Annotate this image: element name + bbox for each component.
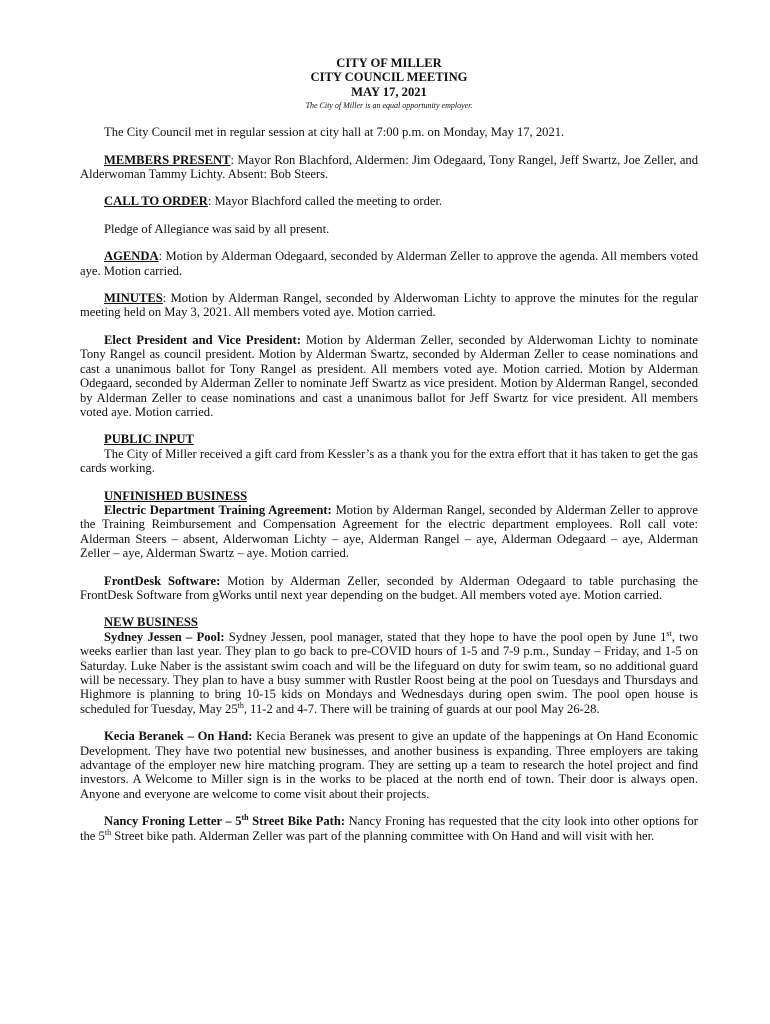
agenda-paragraph bbox=[80, 249, 698, 278]
pool-superscript-1: st bbox=[666, 628, 672, 638]
call-to-order-paragraph bbox=[80, 194, 698, 208]
pool-text-part-3: , 11-2 and 4-7. There will be training of guards at our pool May 26-28. bbox=[243, 701, 600, 716]
pool-text-part-1: Sydney Jessen, pool manager, stated that they hope to have the pool open by June 1 bbox=[224, 629, 667, 644]
nancy-label-superscript: th bbox=[241, 813, 249, 823]
electric-agreement-label: Electric Department Training Agreement: bbox=[104, 502, 332, 517]
meeting-date: MAY 17, 2021 bbox=[351, 84, 427, 99]
kecia-paragraph bbox=[80, 729, 698, 801]
new-business-heading: NEW BUSINESS bbox=[104, 615, 198, 630]
electric-agreement-text: Motion by Alderman Rangel, seconded by Alderman Zeller to approve the Training Reimbursement and Compensation Agreement for the electric department employees. Roll call vote: Alderman Steers – absent, Alderwoman Lichty – aye, Alderman Rangel – aye, Alderman Odegaard – aye, Alderman Zeller – aye, Alderman Swartz – aye. Motion carried. bbox=[80, 502, 698, 561]
pool-paragraph bbox=[80, 630, 698, 716]
pool-superscript-2: th bbox=[237, 700, 244, 710]
city-title: CITY OF MILLER bbox=[336, 56, 442, 70]
pool-text-part-2: , two weeks earlier than last year. They plan to go back to pre-COVID hours of 1-5 and 7-9 p.m., Sunday – Friday, and 1-5 on Saturday. Luke Naber is the assistant swim coach and will be the lifeguard on duty for swim team, so no additional guard will be necessary. They plan to have a busy summer with Rustler Roost being at the pool on Tuesdays and Thursdays and Highmore is planning to bring 10-15 kids on Mondays and Wednesdays during open swim. The pool open house is scheduled for Tuesday, May 25 bbox=[80, 629, 699, 716]
eeo-statement: The City of Miller is an equal opportunity employer. bbox=[305, 101, 473, 111]
pool-label: Sydney Jessen – Pool: bbox=[104, 629, 225, 644]
frontdesk-text: Motion by Alderman Zeller, seconded by Alderman Odegaard to table purchasing the FrontDesk Software from gWorks until next year depending on the budget. All members voted aye. Motion carried. bbox=[80, 573, 698, 602]
frontdesk-label: FrontDesk Software: bbox=[104, 573, 221, 588]
nancy-text-part-2: Street bike path. Alderman Zeller was part of the planning committee with On Hand and will visit with her. bbox=[111, 828, 655, 843]
nancy-paragraph bbox=[80, 814, 698, 843]
unfinished-business-heading: UNFINISHED BUSINESS bbox=[104, 488, 248, 503]
call-to-order-label: CALL TO ORDER bbox=[104, 194, 208, 209]
elect-officers-label: Elect President and Vice President: bbox=[104, 332, 301, 347]
nancy-label-part-2: Street Bike Path: bbox=[248, 814, 346, 829]
nancy-text-superscript: th bbox=[104, 827, 112, 837]
nancy-label bbox=[104, 814, 345, 828]
kecia-label: Kecia Beranek – On Hand: bbox=[104, 729, 253, 744]
members-present-label: MEMBERS PRESENT bbox=[104, 152, 231, 167]
minutes-text: : Motion by Alderman Rangel, seconded by Alderwoman Lichty to approve the minutes for the regular meeting held on May 3, 2021. All members voted aye. Motion carried. bbox=[80, 291, 698, 320]
pledge-paragraph: Pledge of Allegiance was said by all present. bbox=[104, 221, 330, 236]
elect-officers-paragraph bbox=[80, 333, 698, 419]
meeting-title: CITY COUNCIL MEETING bbox=[310, 70, 468, 85]
minutes-paragraph bbox=[80, 291, 698, 320]
agenda-label: AGENDA bbox=[104, 249, 159, 264]
electric-agreement-paragraph bbox=[80, 503, 698, 561]
kecia-text: Kecia Beranek was present to give an update of the happenings at On Hand Economic Development. They have two potential new businesses, and another business is expanding. Three employers are taking advantage of the employer new hire matching program. They are setting up a team to research the hotel project and find investors. A Welcome to Miller sign is in the works to be placed at the north end of town. Their door is always open. Anyone and everyone are welcome to come visit about their projects. bbox=[80, 729, 698, 801]
public-input-paragraph: The City of Miller received a gift card from Kessler’s as a thank you for the extra effort that it has taken to get the gas cards working. bbox=[80, 446, 698, 476]
agenda-text: : Motion by Alderman Odegaard, seconded by Alderman Zeller to approve the agenda. All members voted aye. Motion carried. bbox=[80, 249, 698, 278]
minutes-label: MINUTES bbox=[104, 291, 163, 306]
public-input-heading: PUBLIC INPUT bbox=[104, 432, 194, 447]
nancy-label-part-1: Nancy Froning Letter – 5 bbox=[104, 814, 242, 829]
members-present-paragraph bbox=[80, 153, 698, 182]
call-to-order-text: : Mayor Blachford called the meeting to order. bbox=[207, 194, 443, 209]
intro-paragraph: The City Council met in regular session at city hall at 7:00 p.m. on Monday, May 17, 2021. bbox=[104, 125, 565, 140]
members-present-text: : Mayor Ron Blachford, Aldermen: Jim Odegaard, Tony Rangel, Jeff Swartz, Joe Zeller, and Alderwoman Tammy Lichty. Absent: Bob Steers. bbox=[80, 152, 699, 182]
elect-officers-text: Motion by Alderman Zeller, seconded by Alderwoman Lichty to nominate Tony Rangel as council president. Motion by Alderman Swartz, seconded by Alderman Zeller to cease nominations and cast a unanimous ballot for Tony Rangel as president. All members voted aye. Motion carried. Motion by Alderman Odegaard, seconded by Alderman Zeller to nominate Jeff Swartz as vice president. Motion by Alderman Rangel, seconded by Alderman Zeller to cease nominations and cast a unanimous ballot for Jeff Swartz for vice president. All members voted aye. Motion carried. bbox=[80, 332, 698, 419]
document-header bbox=[80, 56, 698, 99]
nancy-text-part-1: Nancy Froning has requested that the city look into other options for the 5 bbox=[80, 814, 698, 843]
frontdesk-paragraph bbox=[80, 574, 698, 603]
